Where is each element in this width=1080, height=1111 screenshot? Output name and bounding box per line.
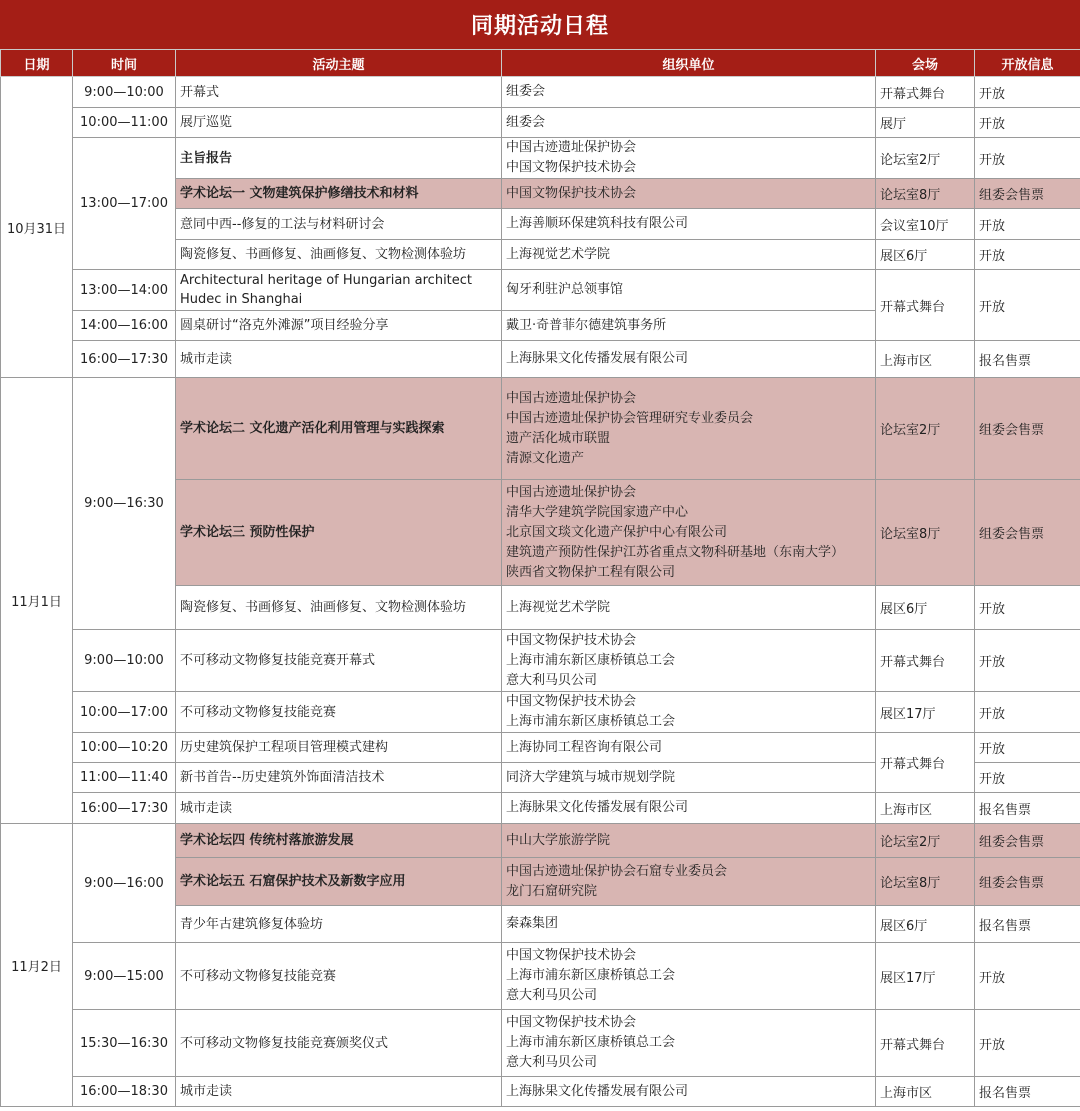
- table-row: [1, 824, 1080, 858]
- venue-cell: 展区17厅: [876, 692, 975, 733]
- org-cell: [502, 378, 876, 480]
- date-cell: 10月31日: [1, 77, 73, 378]
- header-info: 开放信息: [975, 50, 1080, 77]
- info-cell: 组委会售票: [975, 378, 1080, 480]
- org-line: 北京国文琰文化遗产保护中心有限公司: [506, 524, 728, 540]
- schedule-table: [0, 49, 1080, 1107]
- time-cell: 9:00—15:00: [73, 943, 176, 1010]
- org-cell: [502, 77, 876, 108]
- topic-cell: 学术论坛二 文化遗产活化利用管理与实践探索: [176, 378, 502, 480]
- org-cell: [502, 341, 876, 378]
- org-line: 上海视觉艺术学院: [506, 599, 611, 615]
- org-line: 上海市浦东新区康桥镇总工会: [506, 1035, 676, 1050]
- org-line: 中国文物保护技术协会: [506, 948, 637, 963]
- venue-cell: 展区6厅: [876, 906, 975, 943]
- table-row: [1, 630, 1080, 692]
- org-cell: [502, 1077, 876, 1107]
- topic-cell: 不可移动文物修复技能竞赛: [176, 943, 502, 1010]
- org-line: 清华大学建筑学院国家遗产中心: [506, 504, 689, 520]
- page-title: 同期活动日程: [0, 0, 1080, 49]
- venue-cell: 论坛室8厅: [876, 480, 975, 586]
- org-line: 上海市浦东新区康桥镇总工会: [506, 968, 676, 983]
- org-line: 意大利马贝公司: [506, 672, 598, 688]
- info-cell: 开放: [975, 733, 1080, 763]
- header-date: 日期: [1, 50, 73, 77]
- info-cell: 组委会售票: [975, 824, 1080, 858]
- info-cell: 开放: [975, 586, 1080, 630]
- time-cell: 9:00—16:30: [73, 378, 176, 630]
- topic-cell: 学术论坛五 石窟保护技术及新数字应用: [176, 858, 502, 906]
- topic-cell: 圆桌研讨“洛克外滩源”项目经验分享: [176, 311, 502, 341]
- time-cell: 9:00—16:00: [73, 824, 176, 943]
- table-row: [1, 77, 1080, 108]
- topic-cell: 历史建筑保护工程项目管理模式建构: [176, 733, 502, 763]
- table-row: [1, 692, 1080, 733]
- time-cell: 16:00—18:30: [73, 1077, 176, 1107]
- org-line: 秦森集团: [506, 916, 559, 931]
- table-row: [1, 341, 1080, 378]
- org-line: 意大利马贝公司: [506, 1055, 598, 1070]
- topic-cell: 不可移动文物修复技能竞赛: [176, 692, 502, 733]
- venue-cell: 展区6厅: [876, 586, 975, 630]
- info-cell: 开放: [975, 108, 1080, 138]
- venue-cell: 论坛室8厅: [876, 858, 975, 906]
- org-cell: [502, 240, 876, 270]
- org-cell: [502, 179, 876, 209]
- org-line: 清源文化遗产: [506, 450, 585, 466]
- venue-cell: 上海市区: [876, 1077, 975, 1107]
- org-line: 上海脉果文化传播发展有限公司: [506, 351, 689, 366]
- info-cell: 报名售票: [975, 341, 1080, 378]
- org-line: 戴卫·奇普菲尔德建筑事务所: [506, 317, 667, 333]
- org-cell: [502, 138, 876, 179]
- org-cell: [502, 209, 876, 240]
- org-cell: [502, 733, 876, 763]
- venue-cell: 展区6厅: [876, 240, 975, 270]
- venue-cell: 开幕式舞台: [876, 630, 975, 692]
- org-line: 中国文物保护技术协会: [506, 1015, 637, 1030]
- info-cell: 开放: [975, 1010, 1080, 1077]
- org-cell: [502, 1010, 876, 1077]
- org-cell: [502, 906, 876, 943]
- table-row: [1, 378, 1080, 480]
- table-row: [1, 1010, 1080, 1077]
- topic-cell: 新书首告--历史建筑外饰面清洁技术: [176, 763, 502, 793]
- org-cell: [502, 586, 876, 630]
- org-cell: [502, 793, 876, 824]
- org-line: 同济大学建筑与城市规划学院: [506, 769, 676, 785]
- info-cell: 报名售票: [975, 793, 1080, 824]
- info-cell: 报名售票: [975, 1077, 1080, 1107]
- org-line: 中国文物保护技术协会: [506, 694, 637, 709]
- info-cell: 开放: [975, 763, 1080, 793]
- topic-cell: 学术论坛一 文物建筑保护修缮技术和材料: [176, 179, 502, 209]
- org-line: 上海脉果文化传播发展有限公司: [506, 800, 689, 815]
- header-row: [1, 50, 1080, 77]
- topic-cell: 城市走读: [176, 341, 502, 378]
- topic-cell: 城市走读: [176, 1077, 502, 1107]
- header-time: 时间: [73, 50, 176, 77]
- table-row: [1, 793, 1080, 824]
- info-cell: 开放: [975, 630, 1080, 692]
- org-cell: [502, 763, 876, 793]
- table-row: [1, 733, 1080, 763]
- time-cell: 10:00—11:00: [73, 108, 176, 138]
- header-topic: 活动主题: [176, 50, 502, 77]
- org-line: 上海脉果文化传播发展有限公司: [506, 1083, 689, 1099]
- time-cell: 9:00—10:00: [73, 77, 176, 108]
- org-line: 陕西省文物保护工程有限公司: [506, 564, 676, 580]
- venue-cell: 开幕式舞台: [876, 733, 975, 793]
- topic-cell: 陶瓷修复、书画修复、油画修复、文物检测体验坊: [176, 240, 502, 270]
- org-cell: [502, 630, 876, 692]
- time-cell: 13:00—14:00: [73, 270, 176, 311]
- org-line: 中国古迹遗址保护协会: [506, 140, 637, 155]
- org-cell: [502, 943, 876, 1010]
- info-cell: 开放: [975, 270, 1080, 341]
- header-org: 组织单位: [502, 50, 876, 77]
- topic-cell: 青少年古建筑修复体验坊: [176, 906, 502, 943]
- org-line: 匈牙利驻沪总领事馆: [506, 282, 624, 297]
- org-line: 遗产活化城市联盟: [506, 430, 611, 446]
- org-cell: [502, 824, 876, 858]
- venue-cell: 上海市区: [876, 341, 975, 378]
- org-line: 中国文物保护技术协会: [506, 185, 637, 201]
- info-cell: 组委会售票: [975, 179, 1080, 209]
- org-line: 中国古迹遗址保护协会: [506, 390, 637, 406]
- org-line: 上海市浦东新区康桥镇总工会: [506, 714, 676, 729]
- venue-cell: 展厅: [876, 108, 975, 138]
- org-line: 组委会: [506, 84, 546, 99]
- org-line: 组委会: [506, 114, 546, 130]
- venue-cell: 会议室10厅: [876, 209, 975, 240]
- info-cell: 组委会售票: [975, 858, 1080, 906]
- venue-cell: 开幕式舞台: [876, 270, 975, 341]
- org-line: 意大利马贝公司: [506, 988, 598, 1003]
- time-cell: 13:00—17:00: [73, 138, 176, 270]
- topic-cell: 展厅巡览: [176, 108, 502, 138]
- date-cell: 11月2日: [1, 824, 73, 1107]
- org-line: 上海协同工程咨询有限公司: [506, 739, 663, 755]
- table-row: [1, 270, 1080, 311]
- info-cell: 开放: [975, 209, 1080, 240]
- org-line: 中国文物保护技术协会: [506, 160, 637, 175]
- table-row: [1, 108, 1080, 138]
- venue-cell: 论坛室2厅: [876, 138, 975, 179]
- org-cell: [502, 480, 876, 586]
- topic-cell: 不可移动文物修复技能竞赛颁奖仪式: [176, 1010, 502, 1077]
- org-line: 上海善顺环保建筑科技有限公司: [506, 216, 689, 231]
- venue-cell: 论坛室2厅: [876, 378, 975, 480]
- topic-cell: 陶瓷修复、书画修复、油画修复、文物检测体验坊: [176, 586, 502, 630]
- org-line: 中国文物保护技术协会: [506, 632, 637, 648]
- info-cell: 开放: [975, 138, 1080, 179]
- time-cell: 11:00—11:40: [73, 763, 176, 793]
- org-cell: [502, 692, 876, 733]
- topic-cell: 学术论坛四 传统村落旅游发展: [176, 824, 502, 858]
- info-cell: 开放: [975, 943, 1080, 1010]
- time-cell: 10:00—10:20: [73, 733, 176, 763]
- topic-cell: Architectural heritage of Hungarian architect Hudec in Shanghai: [176, 270, 502, 311]
- org-line: 中国古迹遗址保护协会: [506, 484, 637, 500]
- time-cell: 15:30—16:30: [73, 1010, 176, 1077]
- topic-cell: 不可移动文物修复技能竞赛开幕式: [176, 630, 502, 692]
- org-cell: [502, 858, 876, 906]
- org-line: 中国古迹遗址保护协会管理研究专业委员会: [506, 410, 754, 426]
- org-line: 建筑遗产预防性保护江苏省重点文物科研基地（东南大学）: [506, 544, 845, 560]
- org-line: 上海市浦东新区康桥镇总工会: [506, 652, 676, 668]
- time-cell: 16:00—17:30: [73, 793, 176, 824]
- info-cell: 开放: [975, 240, 1080, 270]
- info-cell: 开放: [975, 692, 1080, 733]
- topic-cell: 主旨报告: [176, 138, 502, 179]
- topic-cell: 城市走读: [176, 793, 502, 824]
- org-cell: [502, 108, 876, 138]
- org-line: 上海视觉艺术学院: [506, 246, 611, 262]
- venue-cell: 论坛室2厅: [876, 824, 975, 858]
- topic-cell: 意同中西--修复的工法与材料研讨会: [176, 209, 502, 240]
- time-cell: 14:00—16:00: [73, 311, 176, 341]
- date-cell: 11月1日: [1, 378, 73, 824]
- venue-cell: 开幕式舞台: [876, 1010, 975, 1077]
- venue-cell: 展区17厅: [876, 943, 975, 1010]
- topic-cell: 学术论坛三 预防性保护: [176, 480, 502, 586]
- time-cell: 16:00—17:30: [73, 341, 176, 378]
- table-row: [1, 943, 1080, 1010]
- time-cell: 10:00—17:00: [73, 692, 176, 733]
- org-cell: [502, 311, 876, 341]
- table-row: [1, 1077, 1080, 1107]
- org-line: 中国古迹遗址保护协会石窟专业委员会: [506, 863, 728, 879]
- org-line: 龙门石窟研究院: [506, 883, 598, 899]
- table-row: [1, 138, 1080, 179]
- org-cell: [502, 270, 876, 311]
- info-cell: 报名售票: [975, 906, 1080, 943]
- topic-cell: 开幕式: [176, 77, 502, 108]
- info-cell: 开放: [975, 77, 1080, 108]
- venue-cell: 论坛室8厅: [876, 179, 975, 209]
- org-line: 中山大学旅游学院: [506, 832, 611, 848]
- header-venue: 会场: [876, 50, 975, 77]
- venue-cell: 上海市区: [876, 793, 975, 824]
- info-cell: 组委会售票: [975, 480, 1080, 586]
- venue-cell: 开幕式舞台: [876, 77, 975, 108]
- time-cell: 9:00—10:00: [73, 630, 176, 692]
